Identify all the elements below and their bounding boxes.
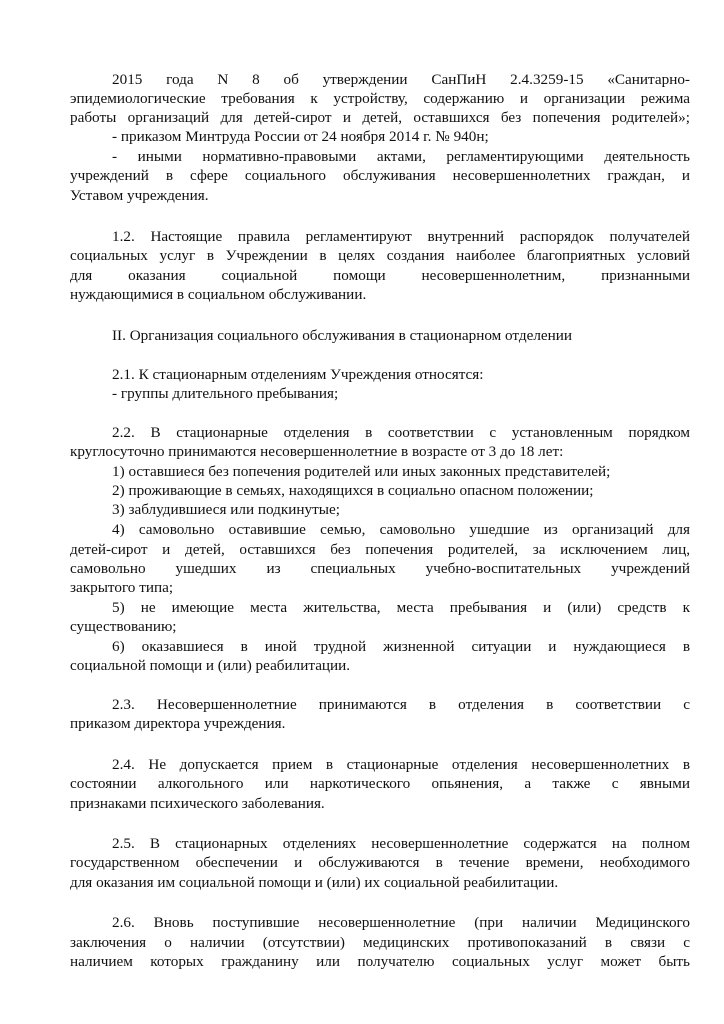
text-line: заключения о наличии (отсутствии) медицинских противопоказаний в связи с: [70, 934, 690, 951]
list-item: 5) не имеющие места жительства, места пребывания и (или) средств к: [112, 599, 690, 616]
text-line: существованию;: [70, 618, 177, 635]
text-line: учреждений в сфере социального обслуживания несовершеннолетних граждан, и: [70, 167, 690, 184]
list-item: 2) проживающие в семьях, находящихся в социально опасном положении;: [112, 482, 594, 499]
paragraph-2-1: 2.1. К стационарным отделениям Учреждения относятся:: [112, 366, 484, 383]
paragraph-2-5: 2.5. В стационарных отделениях несовершеннолетние содержатся на полном: [112, 835, 690, 852]
list-item: 4) самовольно оставившие семью, самовольно ушедшие из организаций для: [112, 521, 690, 538]
paragraph-1-2: 1.2. Настоящие правила регламентируют внутренний распорядок получателей: [112, 228, 690, 245]
text-line: признаками психического заболевания.: [70, 795, 325, 812]
paragraph-2-3: 2.3. Несовершеннолетние принимаются в отделения в соответствии с: [112, 696, 690, 713]
text-line: нуждающимися в социальном обслуживании.: [70, 286, 367, 303]
paragraph-2-2: 2.2. В стационарные отделения в соответствии с установленным порядком: [112, 424, 690, 441]
text-line: - иными нормативно-правовыми актами, регламентирующими деятельность: [112, 148, 690, 165]
text-line: наличием которых гражданину или получателю социальных услуг может быть: [70, 953, 690, 970]
text-line: для оказания им социальной помощи и (или) их социальной реабилитации.: [70, 874, 559, 891]
text-line: приказом директора учреждения.: [70, 715, 286, 732]
section-heading: II. Организация социального обслуживания в стационарном отделении: [112, 327, 573, 344]
text-line: состоянии алкогольного или наркотического опьянения, а также с явными: [70, 775, 690, 792]
text-line: государственном обеспечении и обслуживаются в течение времени, необходимого: [70, 854, 690, 871]
text-line: - приказом Минтруда России от 24 ноября 2014 г. № 940н;: [112, 128, 489, 145]
text-line: 2015 года N 8 об утверждении СанПиН 2.4.3259-15 «Санитарно-: [112, 71, 690, 88]
text-line: детей-сирот и детей, оставшихся без попечения родителей, за исключением лиц,: [70, 541, 690, 558]
text-line: эпидемиологические требования к устройству, содержанию и организации режима: [70, 90, 690, 107]
list-item: 6) оказавшиеся в иной трудной жизненной ситуации и нуждающиеся в: [112, 638, 690, 655]
text-line: - группы длительного пребывания;: [112, 385, 339, 402]
text-line: закрытого типа;: [70, 579, 174, 596]
text-line: круглосуточно принимаются несовершеннолетние в возрасте от 3 до 18 лет:: [70, 443, 564, 460]
text-line: социальных услуг в Учреждении в целях создания наиболее благоприятных условий: [70, 247, 690, 264]
list-item: 1) оставшиеся без попечения родителей или иных законных представителей;: [112, 463, 611, 480]
text-line: самовольно ушедших из специальных учебно-воспитательных учреждений: [70, 560, 690, 577]
list-item: 3) заблудившиеся или подкинутые;: [112, 501, 340, 518]
text-line: Уставом учреждения.: [70, 187, 209, 204]
text-line: работы организаций для детей-сирот и детей, оставшихся без попечения родителей»;: [70, 109, 690, 126]
text-line: социальной помощи и (или) реабилитации.: [70, 657, 351, 674]
paragraph-2-4: 2.4. Не допускается прием в стационарные отделения несовершеннолетних в: [112, 756, 690, 773]
text-line: для оказания социальной помощи несовершеннолетним, признанными: [70, 267, 690, 284]
paragraph-2-6: 2.6. Вновь поступившие несовершеннолетние (при наличии Медицинского: [112, 914, 690, 931]
